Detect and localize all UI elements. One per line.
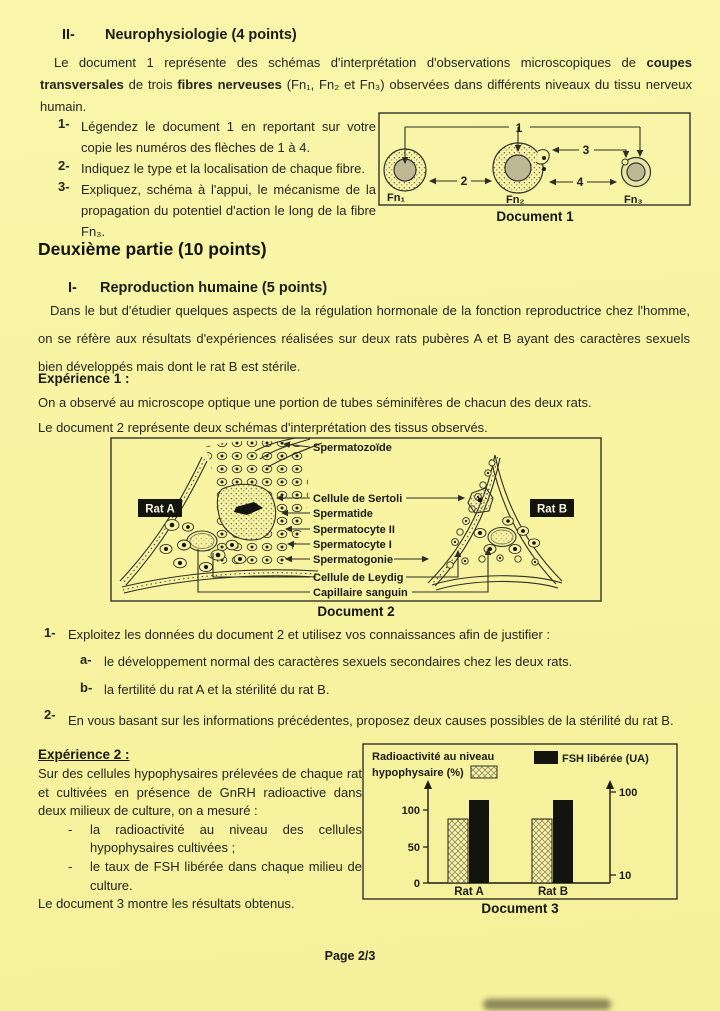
intro-seg5: (Fn₁, Fn₂ et Fn₃) observées dans différents niveaux du tissu nerveux humain. (40, 77, 692, 114)
label-cellule-de-sertoli: Cellule de Sertoli (313, 493, 403, 505)
scan-shadow-artifact (483, 999, 611, 1010)
legend-hatched-swatch (471, 766, 497, 778)
exp2-bullet-2 (38, 858, 362, 895)
question-number: 2- (44, 707, 56, 722)
question-letter: b- (80, 680, 93, 695)
question-text: En vous basant sur les informations précédentes, proposez deux causes possibles de la stérilité du rat B. (68, 713, 674, 728)
bar-rat-b-radioactivity (532, 819, 552, 883)
arrow-3 (553, 143, 626, 157)
label-capillaire-sanguin: Capillaire sanguin (313, 587, 408, 599)
repro-question-1 (44, 625, 692, 645)
exp2-paragraph: Sur des cellules hypophysaires prélevées de chaque rat et cultivées en présence de GnRH radioactive dans deux milieux de culture, on a mesuré : (38, 766, 362, 819)
neuro-question-2 (58, 158, 376, 179)
question-number: 1- (58, 116, 70, 131)
right-axis-arrow (606, 780, 614, 789)
label-spermatide: Spermatide (313, 508, 373, 520)
svg-text:Rat B: Rat B (536, 503, 568, 516)
exp2-closing-line: Le document 3 montre les résultats obtenus. (38, 896, 295, 912)
question-letter: a- (80, 652, 92, 667)
rat-a-label (138, 499, 182, 517)
label-cellule-de-leydig: Cellule de Leydig (313, 572, 404, 584)
exp1-line-1: On a observé au microscope optique une portion de tubes séminifères de chacun des deux rats. (38, 395, 592, 410)
question-number: 2- (58, 158, 70, 173)
experience-2-block (38, 747, 362, 914)
experience-1-heading: Expérience 1 : (38, 371, 130, 386)
bar-rat-b-fsh (553, 800, 573, 883)
question-text: Exploitez les données du document 2 et utilisez vos connaissances afin de justifier : (68, 627, 550, 642)
question-text: la fertilité du rat A et la stérilité du rat B. (104, 682, 330, 697)
neuro-question-3 (58, 179, 376, 242)
question-text: Expliquez, schéma à l'appui, le mécanisme de la propagation du potentiel d'action le long de la fibre Fn₃. (81, 182, 376, 239)
question-text: Indiquez le type et la localisation de chaque fibre. (81, 161, 366, 176)
left-axis-arrow (424, 780, 432, 789)
part-2-title: Deuxième partie (10 points) (38, 239, 267, 259)
right-axis-ticks (610, 792, 616, 875)
repro-question-1a (80, 652, 680, 672)
document-1-figure (378, 111, 692, 209)
intro-seg2-bold: coupes transversales (40, 55, 692, 92)
arrow-4 (550, 175, 616, 189)
exp1-line-2: Le document 2 représente deux schémas d'interprétation des tissus observés. (38, 420, 488, 435)
tick-50: 50 (407, 842, 420, 854)
tick-100: 100 (401, 805, 420, 817)
category-rat-a: Rat A (454, 886, 484, 898)
bar-rat-a-fsh (469, 800, 489, 883)
intro-seg1: Le document 1 représente des schémas d'interprétation d'observations microscopiques de (54, 55, 647, 70)
exp2-bullet-1 (38, 821, 362, 858)
document-3-caption: Document 3 (481, 901, 559, 916)
repro-question-1b (80, 680, 680, 700)
intro-seg3: de trois (123, 77, 178, 92)
fn3-label: Fn₃ (624, 194, 643, 206)
document-2-caption: Document 2 (317, 604, 395, 619)
left-axis-ticks (423, 810, 428, 883)
legend-radioactivity-line2: hypophysaire (%) (372, 767, 464, 779)
rat-b-tissue-drawing (428, 455, 562, 590)
fn2-label: Fn₂ (506, 194, 525, 206)
bullet-dash: - (68, 858, 73, 874)
repro-question-2 (44, 707, 694, 734)
svg-text:Rat A: Rat A (145, 503, 175, 516)
bullet-text: la radioactivité au niveau des cellules hypophysaires cultivées ; (90, 821, 362, 856)
category-rat-b: Rat B (537, 886, 569, 898)
nerve-fiber-fn3 (622, 158, 651, 187)
intro-seg4-bold: fibres nerveuses (177, 77, 282, 92)
arrow-2-label: 2 (460, 174, 468, 188)
bullet-dash: - (68, 821, 73, 837)
right-tick-100: 100 (619, 787, 638, 799)
question-number: 1- (44, 625, 56, 640)
bar-rat-a-radioactivity (448, 819, 468, 883)
neuro-question-list (58, 116, 376, 242)
neuro-intro-paragraph (40, 52, 692, 118)
arrow-4-label: 4 (576, 175, 584, 189)
nerve-fiber-fn2 (493, 143, 549, 193)
question-number: 3- (58, 179, 70, 194)
question-text: le développement normal des caractères sexuels secondaires chez les deux rats. (104, 654, 573, 669)
arrow-1-label: 1 (515, 121, 523, 135)
document-3-chart (362, 743, 678, 901)
label-spermatocyte-i: Spermatocyte I (313, 539, 392, 551)
legend-black-swatch (534, 751, 558, 764)
arrow-2 (430, 174, 491, 188)
repro-intro-paragraph: Dans le but d'étudier quelques aspects de la régulation hormonale de la fonction reproductrice chez l'homme, on se réfère aux résultats d'expériences réalisées sur deux rats pubères A et B ayant des caractères sexuels bien développés mais dont le rat B est stérile. (38, 303, 690, 374)
document-1-caption: Document 1 (496, 209, 574, 224)
legend-radioactivity-line1: Radioactivité au niveau (372, 751, 495, 763)
tick-0: 0 (413, 878, 420, 890)
rat-b-label (530, 499, 574, 517)
bullet-text: le taux de FSH libérée dans chaque milieu de culture. (90, 858, 362, 893)
right-tick-10: 10 (619, 870, 632, 882)
neuro-question-1 (58, 116, 376, 158)
label-spermatogonie: Spermatogonie (313, 554, 394, 566)
section-i-title: Reproduction humaine (5 points) (100, 280, 328, 296)
section-ii-title: Neurophysiologie (4 points) (105, 27, 297, 43)
section-ii-number: II- (62, 27, 75, 43)
section-i-number: I- (68, 280, 77, 296)
experience-2-heading: Expérience 2 : (38, 747, 130, 762)
legend-fsh: FSH libérée (UA) (562, 753, 649, 765)
label-spermatocyte-ii: Spermatocyte II (313, 524, 395, 536)
document-2-figure (110, 437, 602, 603)
label-spermatozoide: Spermatozoïde (313, 442, 392, 454)
page-number: Page 2/3 (324, 949, 376, 963)
fn1-label: Fn₁ (387, 192, 405, 204)
arrow-3-label: 3 (582, 143, 590, 157)
question-text: Légendez le document 1 en reportant sur votre copie les numéros des flèches de 1 à 4. (81, 119, 376, 155)
